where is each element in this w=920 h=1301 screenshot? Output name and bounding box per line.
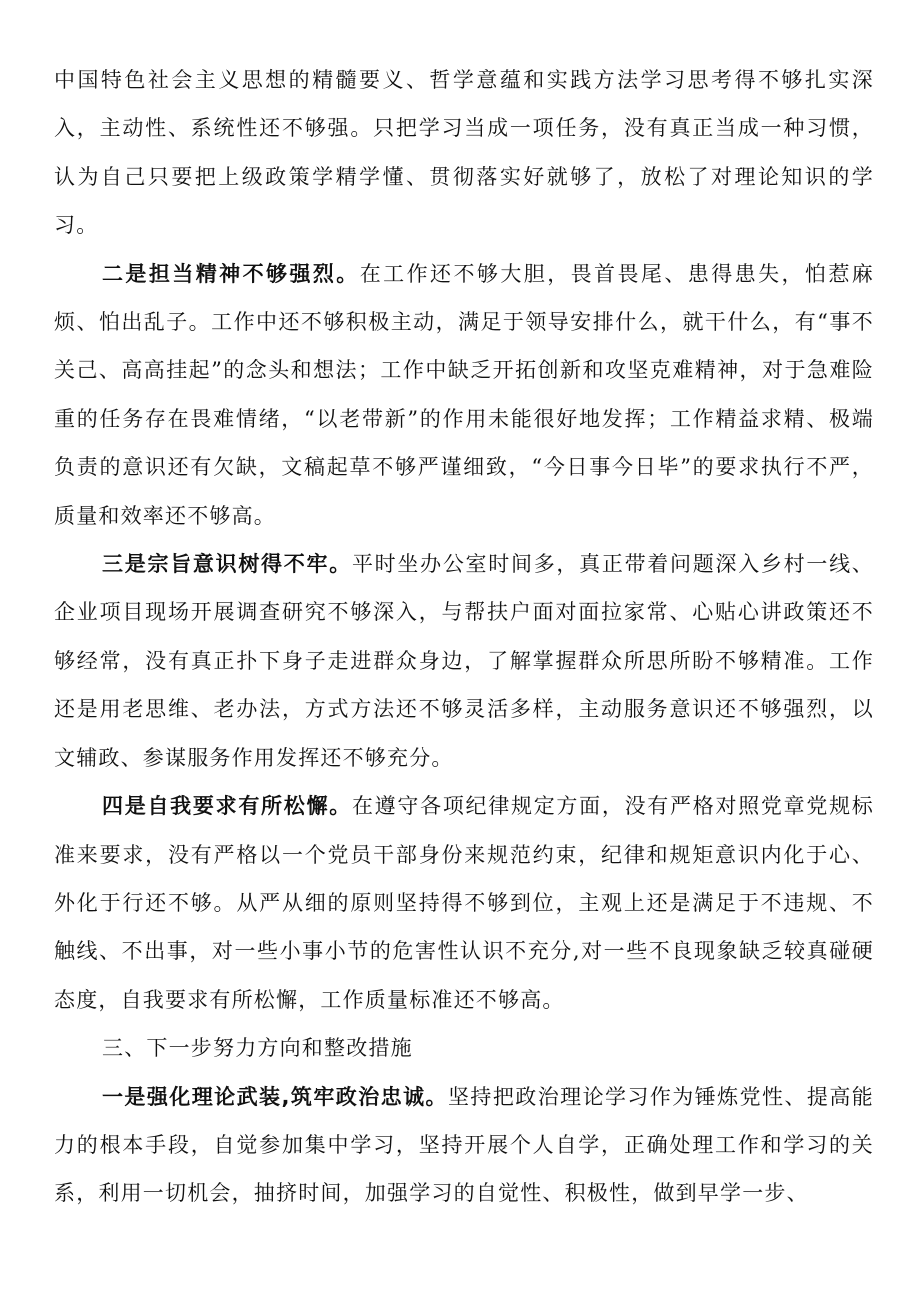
- paragraph-responsibility: [54, 250, 874, 540]
- paragraph-lead: 三是宗旨意识树得不牢。: [102, 552, 352, 577]
- paragraph-text: 平时坐办公室时间多，真正带着问题深入乡村一线、企业项目现场开展调查研究不够深入，与帮扶户面对面拉家常、心贴心讲政策还不够经常，没有真正扑下身子走进群众身边，了解掌握群众所思所盼不够精准。工作还是用老思维、老办法，方式方法还不够灵活多样，主动服务意识还不够强烈，以文辅政、参谋服务作用发挥还不够充分。: [54, 552, 874, 770]
- paragraph-text: 坚持把政治理论学习作为锤炼党性、提高能力的根本手段，自觉参加集中学习，坚持开展个人自学，正确处理工作和学习的关系，利用一切机会，抽挤时间，加强学习的自觉性、积极性，做到早学一步、: [54, 1084, 874, 1206]
- document-body: [54, 56, 874, 1218]
- paragraph-lead: 二是担当精神不够强烈。: [102, 261, 360, 286]
- paragraph-theory: [54, 1073, 874, 1218]
- paragraph-lead: 一是强化理论武装,筑牢政治忠诚。: [102, 1084, 448, 1109]
- paragraph-text: 中国特色社会主义思想的精髓要义、哲学意蕴和实践方法学习思考得不够扎实深入，主动性、系统性还不够强。只把学习当成一项任务，没有真正当成一种习惯，认为自己只要把上级政策学精学懂、贯彻落实好就够了，放松了对理论知识的学习。: [54, 68, 874, 238]
- paragraph-text: 在遵守各项纪律规定方面，没有严格对照党章党规标准来要求，没有严格以一个党员干部身份来规范约束，纪律和规矩意识内化于心、外化于行还不够。从严从细的原则坚持得不够到位，主观上还是满足于不违规、不触线、不出事，对一些小事小节的危害性认识不充分,对一些不良现象缺乏较真碰硬态度，自我要求有所松懈，工作质量标准还不够高。: [54, 794, 874, 1012]
- section-heading: 三、下一步努力方向和整改措施: [102, 1036, 413, 1061]
- paragraph-continuation: [54, 56, 874, 250]
- paragraph-text: 在工作还不够大胆，畏首畏尾、患得患失，怕惹麻烦、怕出乱子。工作中还不够积极主动，满足于领导安排什么，就干什么，有“事不关己、高高挂起”的念头和想法；工作中缺乏开拓创新和攻坚克难精神，对于急难险重的任务存在畏难情绪，“以老带新”的作用未能很好地发挥；工作精益求精、极端负责的意识还有欠缺，文稿起草不够严谨细致，“今日事今日毕”的要求执行不严，质量和效率还不够高。: [54, 261, 874, 528]
- paragraph-purpose: [54, 540, 874, 782]
- paragraph-lead: 四是自我要求有所松懈。: [102, 794, 352, 819]
- paragraph-self-discipline: [54, 782, 874, 1024]
